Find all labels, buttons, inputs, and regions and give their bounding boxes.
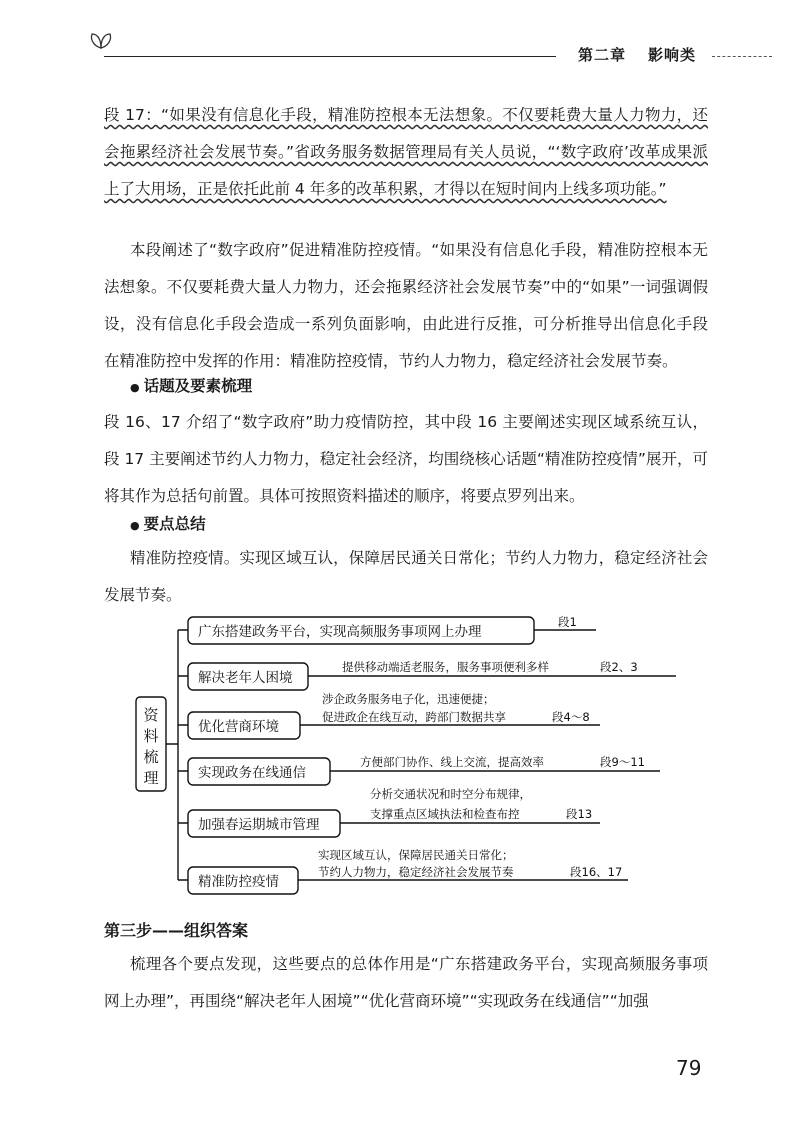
node-detail: 提供移动端适老服务，服务事项便利多样 — [342, 660, 549, 674]
root-label-char: 资 — [143, 706, 159, 724]
node-source: 段2、3 — [600, 660, 638, 674]
node-source: 段1 — [558, 615, 577, 629]
node-detail: 涉企政务服务电子化，迅速便捷； — [322, 692, 495, 706]
node-detail: 促进政企在线互动，跨部门数据共享 — [322, 710, 506, 724]
node-label: 加强春运期城市管理 — [198, 817, 320, 833]
node-label: 广东搭建政务平台，实现高频服务事项网上办理 — [198, 624, 482, 640]
node-source: 段16、17 — [570, 865, 623, 879]
paragraph-summary: 精准防控疫情。实现区域互认，保障居民通关日常化；节约人力物力，稳定经济社会发展节奏。 — [104, 549, 708, 604]
paragraph-analysis: 本段阐述了“数字政府”促进精准防控疫情。“如果没有信息化手段，精准防控根本无法想象。不仅要耗费大量人力物力，还会拖累经济社会发展节奏”中的“如果”一词强调假设，没有信息化手段会造成一系列负面影响，由此进行反推，可分析推导出信息化手段在精准防控中发挥的作用：精准防控疫情，节约人力物力，稳定经济社会发展节奏。 — [104, 241, 708, 370]
node-source: 段4～8 — [552, 710, 590, 724]
node-label: 优化营商环境 — [198, 719, 279, 735]
bullet-heading-topics: ● 话题及要素梳理 — [130, 377, 253, 395]
bullet-icon: ● — [130, 381, 140, 394]
bullet-icon: ● — [130, 519, 140, 532]
node-label: 精准防控疫情 — [198, 874, 279, 890]
root-label-char: 梳 — [143, 748, 159, 766]
node-label: 解决老年人困境 — [198, 670, 293, 686]
node-source: 段13 — [566, 807, 593, 821]
branch-connector — [166, 630, 188, 880]
node-detail: 实现区域互认，保障居民通关日常化； — [318, 848, 514, 862]
step-heading: 第三步——组织答案 — [104, 921, 249, 940]
root-label-char: 料 — [143, 727, 159, 745]
node-detail: 节约人力物力，稳定经济社会发展节奏 — [318, 865, 514, 879]
quote-text: 段 17：“如果没有信息化手段，精准防控根本无法想象。不仅要耗费大量人力物力，还会拖累经济社会发展节奏。”省政务服务数据管理局有关人员说，“‘数字政府’改革成果派上了大用场，正是依托此前 4 年多的改革积累，才得以在短时间内上线多项功能。” — [104, 106, 708, 198]
page-number: 79 — [676, 1056, 702, 1080]
chapter-number: 第二章 — [578, 46, 627, 64]
root-label-char: 理 — [143, 769, 159, 787]
node-source: 段9～11 — [600, 755, 645, 769]
node-detail: 方便部门协作、线上交流，提高效率 — [360, 755, 544, 769]
node-detail: 支撑重点区域执法和检查布控 — [370, 807, 520, 821]
chapter-title: 影响类 — [648, 46, 697, 64]
bullet-heading-summary: ● 要点总结 — [130, 515, 206, 533]
paragraph-answer: 梳理各个要点发现，这些要点的总体作用是“广东搭建政务平台，实现高频服务事项网上办理”，再围绕“解决老年人困境”“优化营商环境”“实现政务在线通信”“加强 — [104, 955, 708, 1010]
paragraph-topics: 段 16、17 介绍了“数字政府”助力疫情防控，其中段 16 主要阐述实现区域系统互认，段 17 主要阐述节约人力物力，稳定社会经济，均围绕核心话题“精准防控疫情”展开，可将其作为总括句前置。具体可按照资料描述的顺序，将要点罗列出来。 — [104, 413, 708, 505]
node-label: 实现政务在线通信 — [198, 765, 306, 781]
node-detail: 分析交通状况和时空分布规律， — [370, 787, 531, 801]
